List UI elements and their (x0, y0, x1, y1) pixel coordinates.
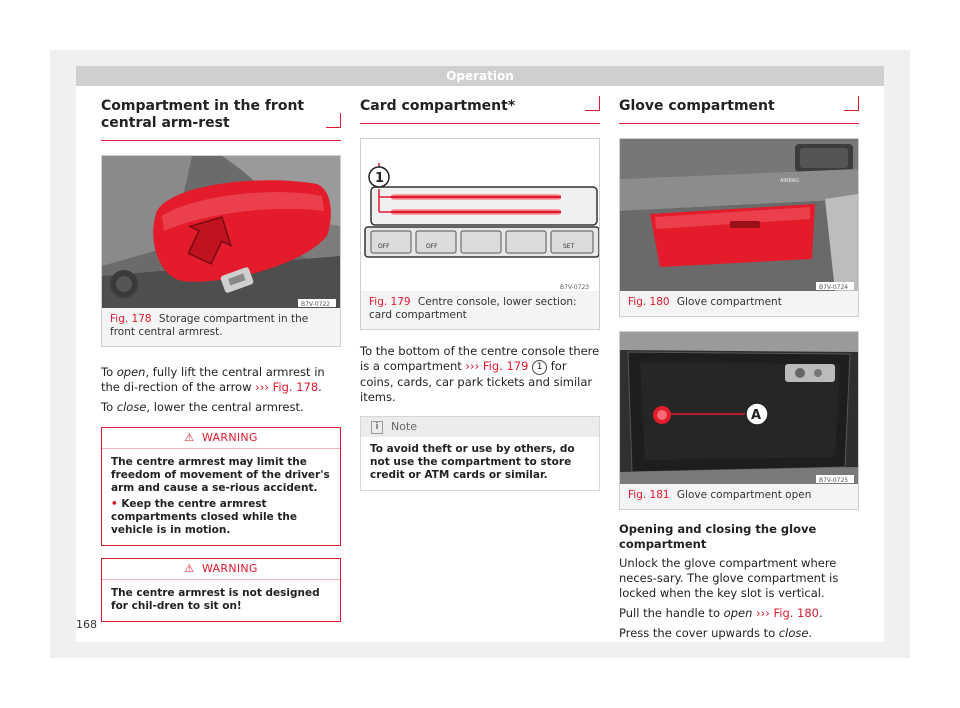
figure-caption (620, 484, 858, 509)
glove-open-illustration (620, 332, 858, 484)
figure-caption-text: Centre console, lower section: card compartment (369, 296, 577, 321)
warning-header (102, 559, 340, 580)
warning-box-children (101, 558, 341, 622)
console-illustration (361, 139, 599, 291)
page-number: 168 (76, 618, 97, 631)
console-btn-label: SET (563, 243, 575, 250)
callout-a: A (751, 408, 762, 423)
paragraph-close: Press the cover upwards to close. (619, 626, 813, 640)
note-label: Note (391, 420, 418, 433)
figure-link[interactable]: ››› Fig. 178 (255, 380, 319, 394)
bullet-icon: • (111, 498, 118, 510)
figure-code: B7V-0724 (819, 284, 849, 291)
console-btn-label: OFF (378, 243, 390, 250)
subheading: Opening and closing the glove compartment (619, 522, 817, 551)
note-box (360, 416, 600, 491)
figure-number: Fig. 181 (628, 489, 670, 501)
figure-caption-text: Glove compartment open (676, 489, 812, 501)
warning-label: WARNING (201, 562, 258, 575)
figure-caption (102, 308, 340, 346)
figure-caption-text: Glove compartment (676, 296, 782, 308)
section-header: Operation (76, 66, 884, 86)
figure-number: Fig. 179 (369, 296, 411, 308)
callout-1: 1 (375, 171, 385, 186)
column-card-compartment (360, 98, 600, 491)
figure-link[interactable]: ››› Fig. 179 (465, 359, 529, 373)
figure-181 (619, 331, 859, 510)
figure-caption (620, 291, 858, 316)
console-btn-label: OFF (426, 243, 438, 250)
section-title-glove: Glove compartment (619, 98, 859, 124)
glove-closed-illustration (620, 139, 858, 291)
warning-header (102, 428, 340, 449)
warning-icon: ⚠ (184, 562, 195, 575)
warning-box (101, 427, 341, 546)
figure-180 (619, 138, 859, 317)
note-text: To avoid theft or use by others, do not use the compartment to store credit or ATM cards or similar. (370, 443, 575, 481)
figure-number: Fig. 180 (628, 296, 670, 308)
figure-code: B7V-0722 (301, 301, 331, 308)
figure-caption (361, 291, 599, 329)
callout-ref: 1 (532, 360, 547, 375)
figure-number: Fig. 178 (110, 313, 152, 325)
figure-179 (360, 138, 600, 330)
section-title-armrest: Compartment in the front central arm-rest (101, 98, 341, 141)
airbag-badge: AIRBAG (780, 178, 800, 184)
figure-link[interactable]: ››› Fig. 180 (752, 606, 820, 620)
warning-text: The centre armrest is not designed for chil-dren to sit on! (111, 587, 320, 612)
armrest-illustration (102, 156, 340, 308)
info-icon: i (371, 421, 383, 434)
paragraph-close: To close, lower the central armrest. (101, 400, 304, 414)
paragraph-unlock: Unlock the glove compartment where neces-sary. The glove compartment is locked when the key slot is vertical. (619, 556, 839, 600)
warning-bullet: • Keep the centre armrest compartments closed while the vehicle is in motion. (111, 498, 297, 536)
paragraph-open: To open, fully lift the central armrest in the di-rection of the arrow ››› Fig. 178. (101, 365, 325, 394)
figure-code: B7V-0723 (560, 284, 590, 291)
figure-178 (101, 155, 341, 347)
column-glove-compartment (619, 98, 859, 641)
paragraph-card: To the bottom of the centre console there is a compartment ››› Fig. 179 1 for coins, cards, car park tickets and similar items. (360, 344, 600, 404)
warning-label: WARNING (201, 431, 258, 444)
figure-code: B7V-0725 (819, 477, 849, 484)
paragraph-open: Pull the handle to open ››› Fig. 180. (619, 606, 823, 620)
warning-text: The centre armrest may limit the freedom of movement of the driver's arm and cause a se-rious accident. (111, 456, 330, 494)
note-header (361, 417, 599, 437)
column-armrest (101, 98, 341, 622)
warning-icon: ⚠ (184, 431, 195, 444)
figure-caption-text: Storage compartment in the front central armrest. (110, 313, 309, 338)
section-title-card: Card compartment* (360, 98, 600, 124)
